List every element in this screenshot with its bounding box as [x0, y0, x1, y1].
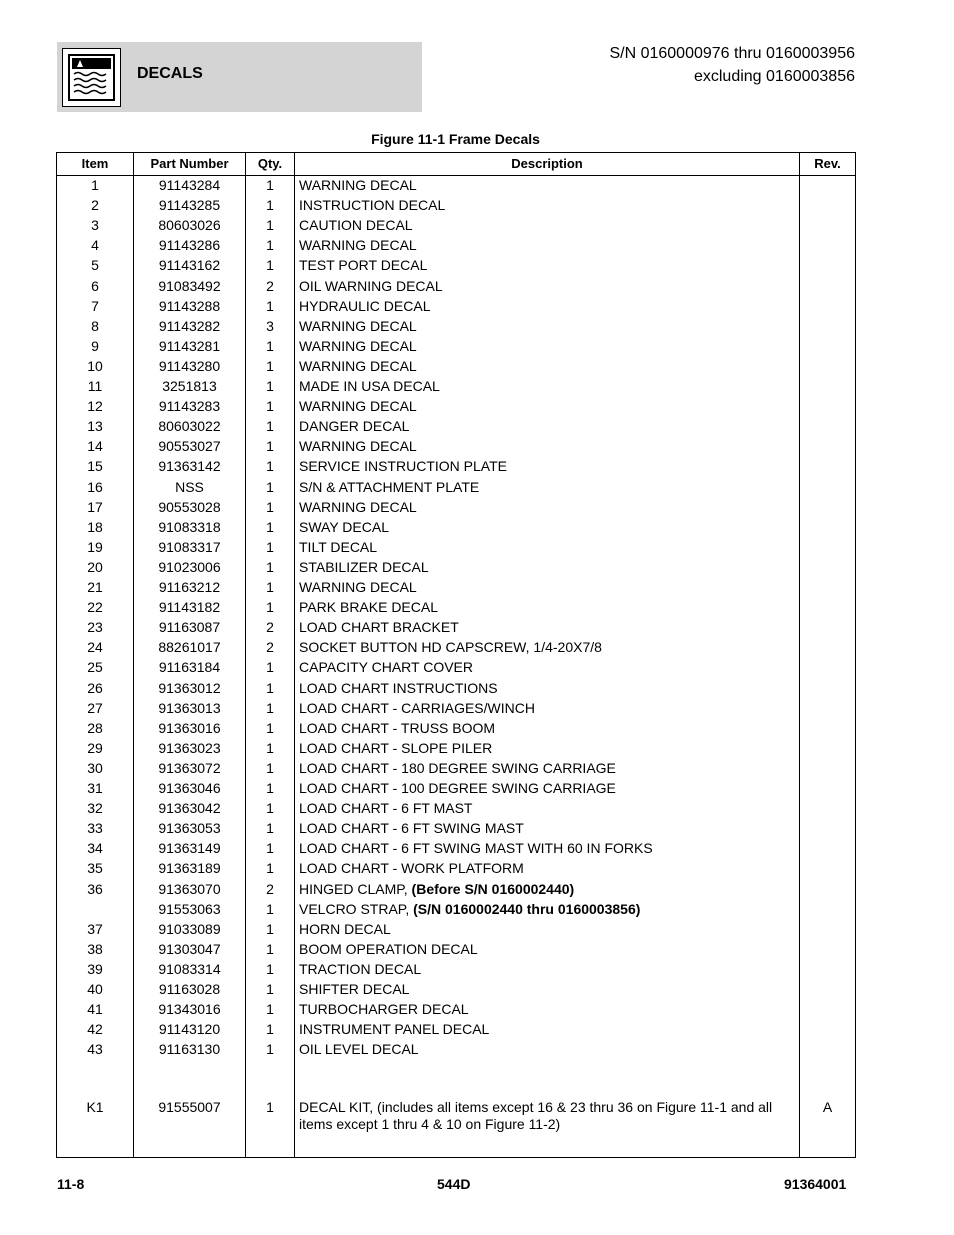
description-text: CAPACITY CHART COVER [299, 659, 474, 676]
cell-item: 41 [87, 1001, 103, 1018]
cell-description [299, 499, 799, 515]
table-row [57, 799, 855, 819]
description-text: LOAD CHART - TRUSS BOOM [299, 719, 496, 736]
table-row [57, 538, 855, 558]
table-row [57, 759, 855, 779]
cell-qty: 1 [266, 217, 274, 234]
table-row [57, 900, 855, 920]
description-text: LOAD CHART BRACKET [299, 619, 459, 636]
cell-part-number: 3251813 [162, 378, 217, 394]
description-text: BOOM OPERATION DECAL [299, 940, 478, 957]
cell-part-number: 91143182 [158, 599, 221, 616]
table-row [57, 618, 855, 638]
cell-description [299, 820, 799, 836]
cell-qty: 1 [266, 900, 274, 917]
table-row [57, 297, 855, 317]
cell-part-number: 91033089 [158, 920, 221, 937]
description-text: S/N & ATTACHMENT PLATE [299, 478, 480, 495]
description-text: TILT DECAL [299, 538, 378, 555]
description-text: WARNING DECAL [299, 579, 417, 595]
table-row [57, 598, 855, 618]
cell-qty: 1 [266, 1001, 274, 1018]
table-row [57, 558, 855, 578]
cell-item: 26 [87, 679, 103, 696]
table-row [57, 236, 855, 256]
description-text: WARNING DECAL [299, 398, 417, 415]
cell-item: 37 [87, 920, 103, 937]
cell-qty: 1 [266, 518, 274, 535]
cell-part-number: 91083318 [158, 518, 221, 535]
cell-qty: 2 [266, 619, 274, 636]
cell-item: 13 [87, 418, 103, 435]
cell-part-number: NSS [175, 478, 204, 495]
cell-part-number: 91363013 [158, 699, 221, 716]
cell-part-number: 91343016 [158, 1001, 221, 1018]
cell-description [299, 599, 799, 615]
description-text: WARNING DECAL [299, 357, 417, 374]
description-text: INSTRUCTION DECAL [299, 197, 446, 214]
table-row [57, 699, 855, 719]
cell-description [299, 177, 799, 193]
cell-description [299, 840, 799, 856]
description-text: TURBOCHARGER DECAL [299, 1001, 469, 1018]
page-number: 11-8 [57, 1176, 85, 1192]
cell-description [299, 438, 799, 454]
table-row [57, 839, 855, 859]
description-text: LOAD CHART - SLOPE PILER [299, 739, 493, 756]
cell-qty: 1 [266, 558, 274, 575]
header-item: Item [81, 156, 109, 171]
cell-description [299, 700, 799, 716]
cell-part-number: 91363012 [158, 679, 221, 696]
cell-part-number: 91363149 [158, 840, 221, 857]
table-row [57, 719, 855, 739]
cell-item: 14 [87, 438, 103, 455]
table-row [57, 1020, 855, 1040]
table-row [57, 679, 855, 699]
table-row [57, 940, 855, 960]
cell-part-number: 90553027 [158, 438, 221, 455]
table-row [57, 377, 855, 397]
cell-item: 39 [87, 960, 103, 977]
cell-qty: 1 [266, 378, 274, 394]
cell-qty: 2 [266, 639, 274, 656]
description-text: LOAD CHART - 6 FT MAST [299, 800, 473, 817]
cell-item: 5 [91, 257, 99, 274]
cell-part-number: 91363142 [158, 458, 221, 475]
cell-qty: 1 [266, 498, 274, 515]
cell-description [299, 398, 799, 414]
cell-qty: 1 [266, 538, 274, 555]
cell-qty: 1 [266, 840, 274, 857]
description-text: WARNING DECAL [299, 317, 417, 334]
cell-item: 42 [87, 1021, 103, 1038]
manual-book-icon [62, 48, 121, 107]
cell-description [299, 197, 799, 213]
cell-part-number: 91143282 [158, 317, 221, 334]
cell-qty: 1 [266, 679, 274, 696]
cell-qty: 1 [266, 1041, 274, 1058]
figure-title [0, 131, 911, 147]
cell-item: 16 [87, 478, 103, 495]
table-header [57, 153, 855, 176]
cell-part-number: 91143120 [158, 1021, 221, 1038]
cell-item: 29 [87, 739, 103, 756]
cell-item: 25 [87, 659, 103, 676]
kit-rev: A [822, 1099, 833, 1115]
table-row [57, 357, 855, 377]
cell-item: 24 [87, 639, 103, 656]
table-row [57, 739, 855, 759]
header-description: Description [511, 156, 583, 171]
cell-description [299, 860, 799, 876]
cell-description [299, 740, 799, 756]
cell-qty: 1 [266, 599, 274, 616]
cell-description [299, 981, 799, 997]
cell-item: 19 [87, 538, 103, 555]
cell-part-number: 80603022 [158, 418, 221, 435]
cell-description [299, 780, 799, 796]
cell-part-number: 91163087 [158, 619, 221, 636]
cell-part-number: 91143285 [158, 197, 221, 214]
cell-description [299, 539, 799, 555]
cell-qty: 1 [266, 739, 274, 756]
cell-qty: 1 [266, 297, 274, 314]
cell-description [299, 1001, 799, 1017]
kit-part-number: 91555007 [158, 1099, 221, 1115]
cell-part-number: 91143283 [158, 398, 221, 415]
description-text: SHIFTER DECAL [299, 981, 410, 997]
table-row [57, 337, 855, 357]
table-row [57, 317, 855, 337]
cell-qty: 1 [266, 398, 274, 415]
cell-description [299, 579, 799, 595]
cell-part-number: 90553028 [158, 498, 221, 515]
cell-item: 32 [87, 800, 103, 817]
header-part-number: Part Number [150, 156, 229, 171]
table-row [57, 457, 855, 477]
description-text: LOAD CHART - 100 DEGREE SWING CARRIAGE [299, 780, 616, 796]
description-text: LOAD CHART - 6 FT SWING MAST WITH 60 IN FORKS [299, 840, 653, 857]
table-row [57, 176, 855, 196]
cell-description [299, 217, 799, 233]
cell-description [299, 1041, 799, 1057]
description-text: HINGED CLAMP, [299, 880, 412, 897]
cell-item: 1 [91, 177, 99, 193]
cell-qty: 2 [266, 277, 274, 294]
table-row [57, 578, 855, 598]
table-row [57, 256, 855, 276]
cell-qty: 1 [266, 860, 274, 877]
cell-description [299, 961, 799, 977]
cell-part-number: 91083492 [158, 277, 221, 294]
cell-description [299, 237, 799, 253]
cell-item: 31 [87, 780, 103, 796]
cell-description [299, 418, 799, 434]
description-text: TEST PORT DECAL [299, 257, 428, 274]
cell-qty: 1 [266, 719, 274, 736]
table-row [57, 638, 855, 658]
kit-description: DECAL KIT, (includes all items except 16 & 23 thru 36 on Figure 11-1 and all items except 1 thru 4 & 10 on Figure 11-2) [299, 1099, 773, 1132]
cell-item: 28 [87, 719, 103, 736]
cell-description [299, 257, 799, 273]
table-row [57, 1000, 855, 1020]
header-qty: Qty. [257, 156, 283, 171]
cell-part-number: 91163028 [158, 981, 221, 997]
parts-table [56, 152, 856, 1158]
cell-description [299, 378, 799, 394]
section-title: DECALS [137, 65, 203, 82]
cell-item: 34 [87, 840, 103, 857]
cell-part-number: 91553063 [158, 900, 221, 917]
cell-qty: 1 [266, 960, 274, 977]
cell-qty: 1 [266, 237, 274, 254]
cell-description [299, 760, 799, 776]
description-text: TRACTION DECAL [299, 960, 422, 977]
cell-description [299, 278, 799, 294]
cell-qty: 1 [266, 920, 274, 937]
cell-part-number: 91363072 [158, 759, 221, 776]
cell-qty: 1 [266, 438, 274, 455]
cell-part-number: 91363053 [158, 820, 221, 837]
cell-part-number: 91143284 [158, 177, 221, 193]
cell-description [299, 519, 799, 535]
cell-qty: 1 [266, 257, 274, 274]
cell-qty: 1 [266, 759, 274, 776]
cell-description [299, 298, 799, 314]
description-text: OIL WARNING DECAL [299, 277, 443, 294]
description-text: LOAD CHART - 180 DEGREE SWING CARRIAGE [299, 759, 616, 776]
cell-item: 27 [87, 699, 103, 716]
description-text: VELCRO STRAP, [299, 900, 414, 917]
description-text: CAUTION DECAL [299, 217, 413, 234]
description-text: WARNING DECAL [299, 438, 417, 455]
description-note: (S/N 0160002440 thru 0160003856) [413, 900, 641, 917]
cell-item: 10 [87, 357, 103, 374]
table-row [57, 478, 855, 498]
cell-item: 15 [87, 458, 103, 475]
cell-item: 12 [87, 398, 103, 415]
cell-part-number: 91023006 [158, 558, 221, 575]
cell-description [299, 318, 799, 334]
table-row [57, 437, 855, 457]
cell-description [299, 901, 799, 917]
cell-qty: 1 [266, 357, 274, 374]
cell-item: 18 [87, 518, 103, 535]
description-text: WARNING DECAL [299, 177, 417, 193]
cell-qty: 2 [266, 880, 274, 897]
serial-line-1: S/N 0160000976 thru 0160003956 [609, 45, 855, 62]
table-row [57, 216, 855, 236]
cell-description [299, 358, 799, 374]
table-row [57, 980, 855, 1000]
description-text: PARK BRAKE DECAL [299, 599, 439, 616]
cell-qty: 1 [266, 478, 274, 495]
cell-qty: 1 [266, 699, 274, 716]
cell-part-number: 91303047 [158, 940, 221, 957]
table-row [57, 779, 855, 799]
cell-item: 21 [87, 579, 103, 595]
cell-item: 8 [91, 317, 99, 334]
cell-part-number: 91163130 [158, 1041, 221, 1058]
cell-part-number: 91363016 [158, 719, 221, 736]
cell-item: 35 [87, 860, 103, 877]
cell-item: 4 [91, 237, 99, 254]
cell-description [299, 479, 799, 495]
figure-title-text: Figure 11-1 Frame Decals [371, 131, 540, 147]
cell-part-number: 91363042 [158, 800, 221, 817]
description-text: STABILIZER DECAL [299, 558, 429, 575]
cell-item: 43 [87, 1041, 103, 1058]
cell-qty: 1 [266, 981, 274, 997]
cell-item: 23 [87, 619, 103, 636]
cell-description [299, 800, 799, 816]
description-text: SERVICE INSTRUCTION PLATE [299, 458, 507, 475]
table-row [57, 1040, 855, 1060]
cell-item: 30 [87, 759, 103, 776]
cell-part-number: 91363046 [158, 780, 221, 796]
description-note: (Before S/N 0160002440) [411, 880, 575, 897]
cell-qty: 1 [266, 820, 274, 837]
description-text: DANGER DECAL [299, 418, 410, 435]
cell-qty: 1 [266, 1021, 274, 1038]
cell-description [299, 458, 799, 474]
table-row [57, 920, 855, 940]
serial-line-2: excluding 0160003856 [693, 68, 855, 85]
description-text: WARNING DECAL [299, 237, 417, 254]
cell-description [299, 921, 799, 937]
description-text: WARNING DECAL [299, 498, 417, 515]
cell-part-number: 80603026 [158, 217, 221, 234]
cell-description [299, 619, 799, 635]
cell-qty: 1 [266, 800, 274, 817]
cell-description [299, 659, 799, 675]
description-text: HORN DECAL [299, 920, 391, 937]
cell-part-number: 91143280 [158, 357, 221, 374]
cell-item: 11 [87, 378, 103, 394]
kit-item: K1 [86, 1099, 104, 1115]
cell-item: 33 [87, 820, 103, 837]
kit-qty: 1 [266, 1099, 274, 1115]
cell-part-number: 91163212 [158, 579, 221, 595]
cell-item: 7 [91, 297, 99, 314]
cell-qty: 1 [266, 197, 274, 214]
cell-part-number: 91363023 [158, 739, 221, 756]
cell-qty: 1 [266, 659, 274, 676]
cell-qty: 1 [266, 418, 274, 435]
description-text: LOAD CHART INSTRUCTIONS [299, 679, 498, 696]
description-text: HYDRAULIC DECAL [299, 297, 431, 314]
cell-item: 2 [91, 197, 99, 214]
cell-part-number: 91143281 [158, 337, 221, 354]
table-row [57, 859, 855, 879]
header-bar [57, 42, 422, 112]
cell-description [299, 680, 799, 696]
cell-qty: 1 [266, 780, 274, 796]
description-text: SWAY DECAL [299, 518, 389, 535]
cell-part-number: 88261017 [158, 639, 221, 656]
cell-part-number: 91143286 [158, 237, 221, 254]
cell-description [299, 338, 799, 354]
cell-part-number: 91143162 [158, 257, 221, 274]
cell-qty: 3 [266, 317, 274, 334]
cell-qty: 1 [266, 940, 274, 957]
cell-description [299, 639, 799, 655]
table-row [57, 498, 855, 518]
description-text: OIL LEVEL DECAL [299, 1041, 419, 1058]
cell-item: 20 [87, 558, 103, 575]
cell-description [299, 559, 799, 575]
cell-description [299, 881, 799, 897]
table-row [57, 196, 855, 216]
description-text: WARNING DECAL [299, 337, 417, 354]
cell-item: 38 [87, 940, 103, 957]
description-text: LOAD CHART - 6 FT SWING MAST [299, 820, 524, 837]
cell-qty: 1 [266, 177, 274, 193]
cell-description [299, 720, 799, 736]
cell-part-number: 91163184 [158, 659, 221, 676]
cell-part-number: 91083317 [158, 538, 221, 555]
description-text: LOAD CHART - WORK PLATFORM [299, 860, 524, 877]
table-row [57, 397, 855, 417]
cell-item: 6 [91, 277, 99, 294]
cell-qty: 1 [266, 579, 274, 595]
cell-qty: 1 [266, 458, 274, 475]
description-text: LOAD CHART - CARRIAGES/WINCH [299, 699, 535, 716]
header-rev: Rev. [814, 156, 841, 171]
cell-part-number: 91083314 [158, 960, 221, 977]
cell-part-number: 91143288 [158, 297, 221, 314]
cell-description [299, 941, 799, 957]
cell-qty: 1 [266, 337, 274, 354]
cell-description [299, 1021, 799, 1037]
table-row [57, 960, 855, 980]
manual-number: 91364001 [784, 1176, 847, 1192]
cell-item: 9 [91, 337, 99, 354]
cell-item: 3 [91, 217, 99, 234]
description-text: SOCKET BUTTON HD CAPSCREW, 1/4-20X7/8 [299, 639, 602, 656]
table-row [57, 277, 855, 297]
cell-part-number: 91363189 [158, 860, 221, 877]
table-row [57, 518, 855, 538]
table-row [57, 417, 855, 437]
cell-part-number: 91363070 [158, 880, 221, 897]
cell-item: 17 [87, 498, 103, 515]
model-name: 544D [437, 1176, 471, 1192]
cell-item: 36 [87, 880, 103, 897]
table-row [57, 880, 855, 900]
table-row [57, 819, 855, 839]
cell-item: 22 [87, 599, 103, 616]
serial-range [609, 42, 855, 88]
cell-item: 40 [87, 981, 103, 997]
description-text: MADE IN USA DECAL [299, 378, 440, 394]
table-row [57, 658, 855, 678]
description-text: INSTRUMENT PANEL DECAL [299, 1021, 490, 1038]
